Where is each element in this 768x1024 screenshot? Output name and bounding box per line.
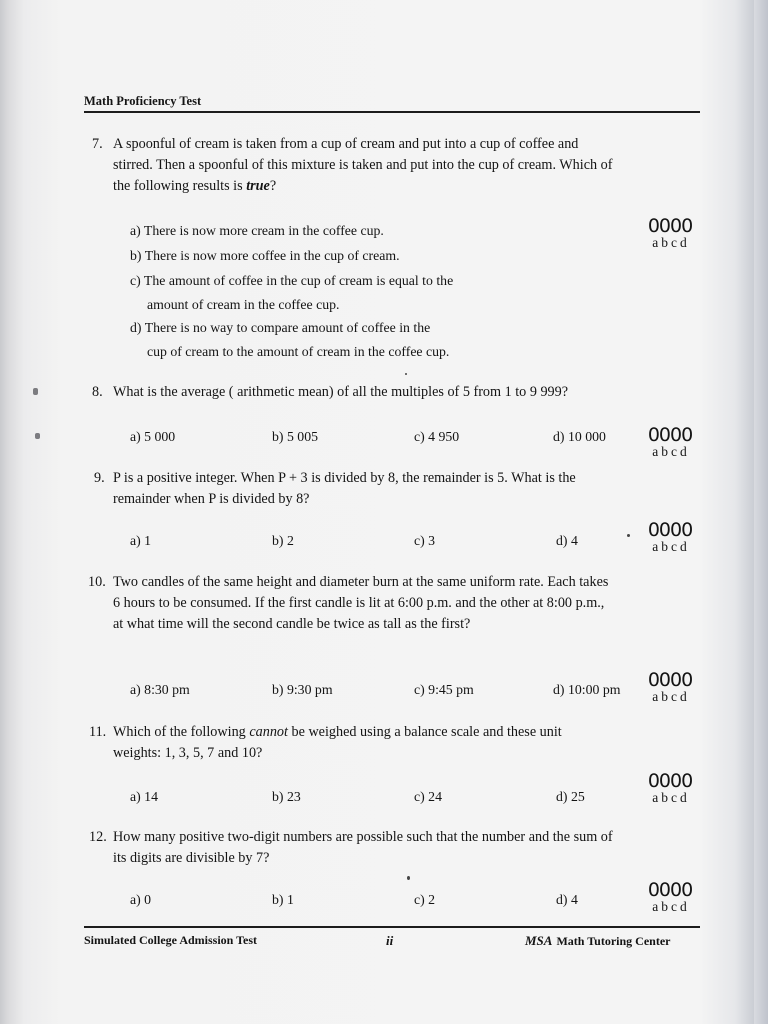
option-c[interactable]: c) 2 xyxy=(414,892,436,907)
option-d[interactable] xyxy=(130,316,449,364)
binding-mark xyxy=(33,388,38,395)
answer-bubbles[interactable] xyxy=(640,216,700,249)
footer-rule xyxy=(84,926,700,928)
option-a[interactable]: a) 5 000 xyxy=(130,429,176,444)
option-a[interactable]: a) 1 xyxy=(130,533,152,548)
question-text-pre: Which of the following xyxy=(113,724,246,740)
question-text: P is a positive integer. When P + 3 is divided by 8, the remainder is 5. What is the remainder when P is divided by 8? xyxy=(113,470,576,507)
option-d[interactable]: d) 10 000 xyxy=(553,429,606,444)
question-number: 9. xyxy=(94,470,105,486)
page-number: ii xyxy=(386,933,394,948)
answer-bubbles[interactable] xyxy=(640,771,700,804)
question-text-main: A spoonful of cream is taken from a cup of cream and put into a cup of coffee and stirred. Then a spoonful of this mixture is taken and put into the cup of cream. Which of the following results is xyxy=(113,136,613,194)
bubble-letters: abcd xyxy=(652,689,690,704)
option-b[interactable]: b) 5 005 xyxy=(272,429,318,444)
question-text xyxy=(113,722,613,764)
question-number: 12. xyxy=(89,829,107,845)
option-c[interactable]: c) 9:45 pm xyxy=(414,682,474,697)
scan-speck xyxy=(405,373,407,375)
option-a[interactable]: a) 8:30 pm xyxy=(130,682,190,697)
option-b[interactable]: b) There is now more coffee in the cup of cream. xyxy=(130,248,400,263)
option-c-line1: c) The amount of coffee in the cup of cream is equal to the xyxy=(130,273,454,288)
option-c[interactable]: c) 24 xyxy=(414,789,442,804)
option-d[interactable]: d) 4 xyxy=(556,533,578,548)
option-b[interactable]: b) 9:30 pm xyxy=(272,682,333,697)
scan-speck xyxy=(407,876,410,880)
answer-bubbles[interactable] xyxy=(640,425,700,458)
option-c[interactable] xyxy=(130,269,453,317)
bubble-circles[interactable]: 0000 xyxy=(647,215,693,237)
next-sheet-edge xyxy=(754,0,768,1024)
question-text: How many positive two-digit numbers are possible such that the number and the sum of its digits are divisible by 7? xyxy=(113,829,613,866)
question-number: 7. xyxy=(92,136,103,152)
bubble-circles[interactable]: 0000 xyxy=(647,770,693,792)
bubble-letters: abcd xyxy=(652,539,690,554)
question-text: What is the average ( arithmetic mean) of all the multiples of 5 from 1 to 9 999? xyxy=(113,384,569,400)
question-text: Two candles of the same height and diameter burn at the same uniform rate. Each takes 6 hours to be consumed. If the first candle is lit at 6:00 p.m. and the other at 8:00 p.m., at what time will the second candle be twice as tall as the first? xyxy=(113,574,609,632)
header-rule xyxy=(84,111,700,113)
option-b[interactable]: b) 2 xyxy=(272,533,294,548)
question-text xyxy=(113,134,613,197)
question-number: 11. xyxy=(89,724,107,740)
question-text-end: ? xyxy=(269,178,277,194)
answer-bubbles[interactable] xyxy=(640,880,700,913)
question-number: 8. xyxy=(92,384,103,400)
bubble-letters: abcd xyxy=(652,235,690,250)
option-a[interactable]: a) 0 xyxy=(130,892,152,907)
bubble-circles[interactable]: 0000 xyxy=(647,519,693,541)
option-b[interactable]: b) 23 xyxy=(272,789,301,804)
binding-mark xyxy=(35,433,40,439)
option-d[interactable]: d) 4 xyxy=(556,892,578,907)
scan-speck xyxy=(627,534,630,537)
question-number: 10. xyxy=(88,574,106,590)
bubble-letters: abcd xyxy=(652,444,690,459)
option-d-line1: d) There is no way to compare amount of coffee in the xyxy=(130,320,431,335)
option-d[interactable]: d) 10:00 pm xyxy=(553,682,621,697)
question-text-main: be weighed using a balance scale and these unit weights: 1, 3, 5, 7 and 10? xyxy=(113,724,562,761)
bubble-circles[interactable]: 0000 xyxy=(647,879,693,901)
option-a[interactable]: a) 14 xyxy=(130,789,158,804)
msa-logo: MSA xyxy=(525,933,553,948)
emphasis-word: true xyxy=(246,178,270,194)
bubble-letters: abcd xyxy=(652,790,690,805)
bubble-circles[interactable]: 0000 xyxy=(647,669,693,691)
option-b[interactable]: b) 1 xyxy=(272,892,294,907)
option-c-line2: amount of cream in the coffee cup. xyxy=(147,297,340,312)
footer-brand-text: Math Tutoring Center xyxy=(556,934,671,948)
answer-bubbles[interactable] xyxy=(640,520,700,553)
option-a[interactable]: a) There is now more cream in the coffee cup. xyxy=(130,223,384,238)
footer-brand xyxy=(525,933,670,949)
header-title: Math Proficiency Test xyxy=(84,94,202,108)
footer-test-name: Simulated College Admission Test xyxy=(84,933,258,947)
bubble-circles[interactable]: 0000 xyxy=(647,424,693,446)
answer-bubbles[interactable] xyxy=(640,670,700,703)
option-d-line2: cup of cream to the amount of cream in the coffee cup. xyxy=(147,344,450,359)
option-c[interactable]: c) 4 950 xyxy=(414,429,460,444)
option-d[interactable]: d) 25 xyxy=(556,789,585,804)
option-c[interactable]: c) 3 xyxy=(414,533,436,548)
emphasis-word: cannot xyxy=(249,724,288,740)
bubble-letters: abcd xyxy=(652,899,690,914)
